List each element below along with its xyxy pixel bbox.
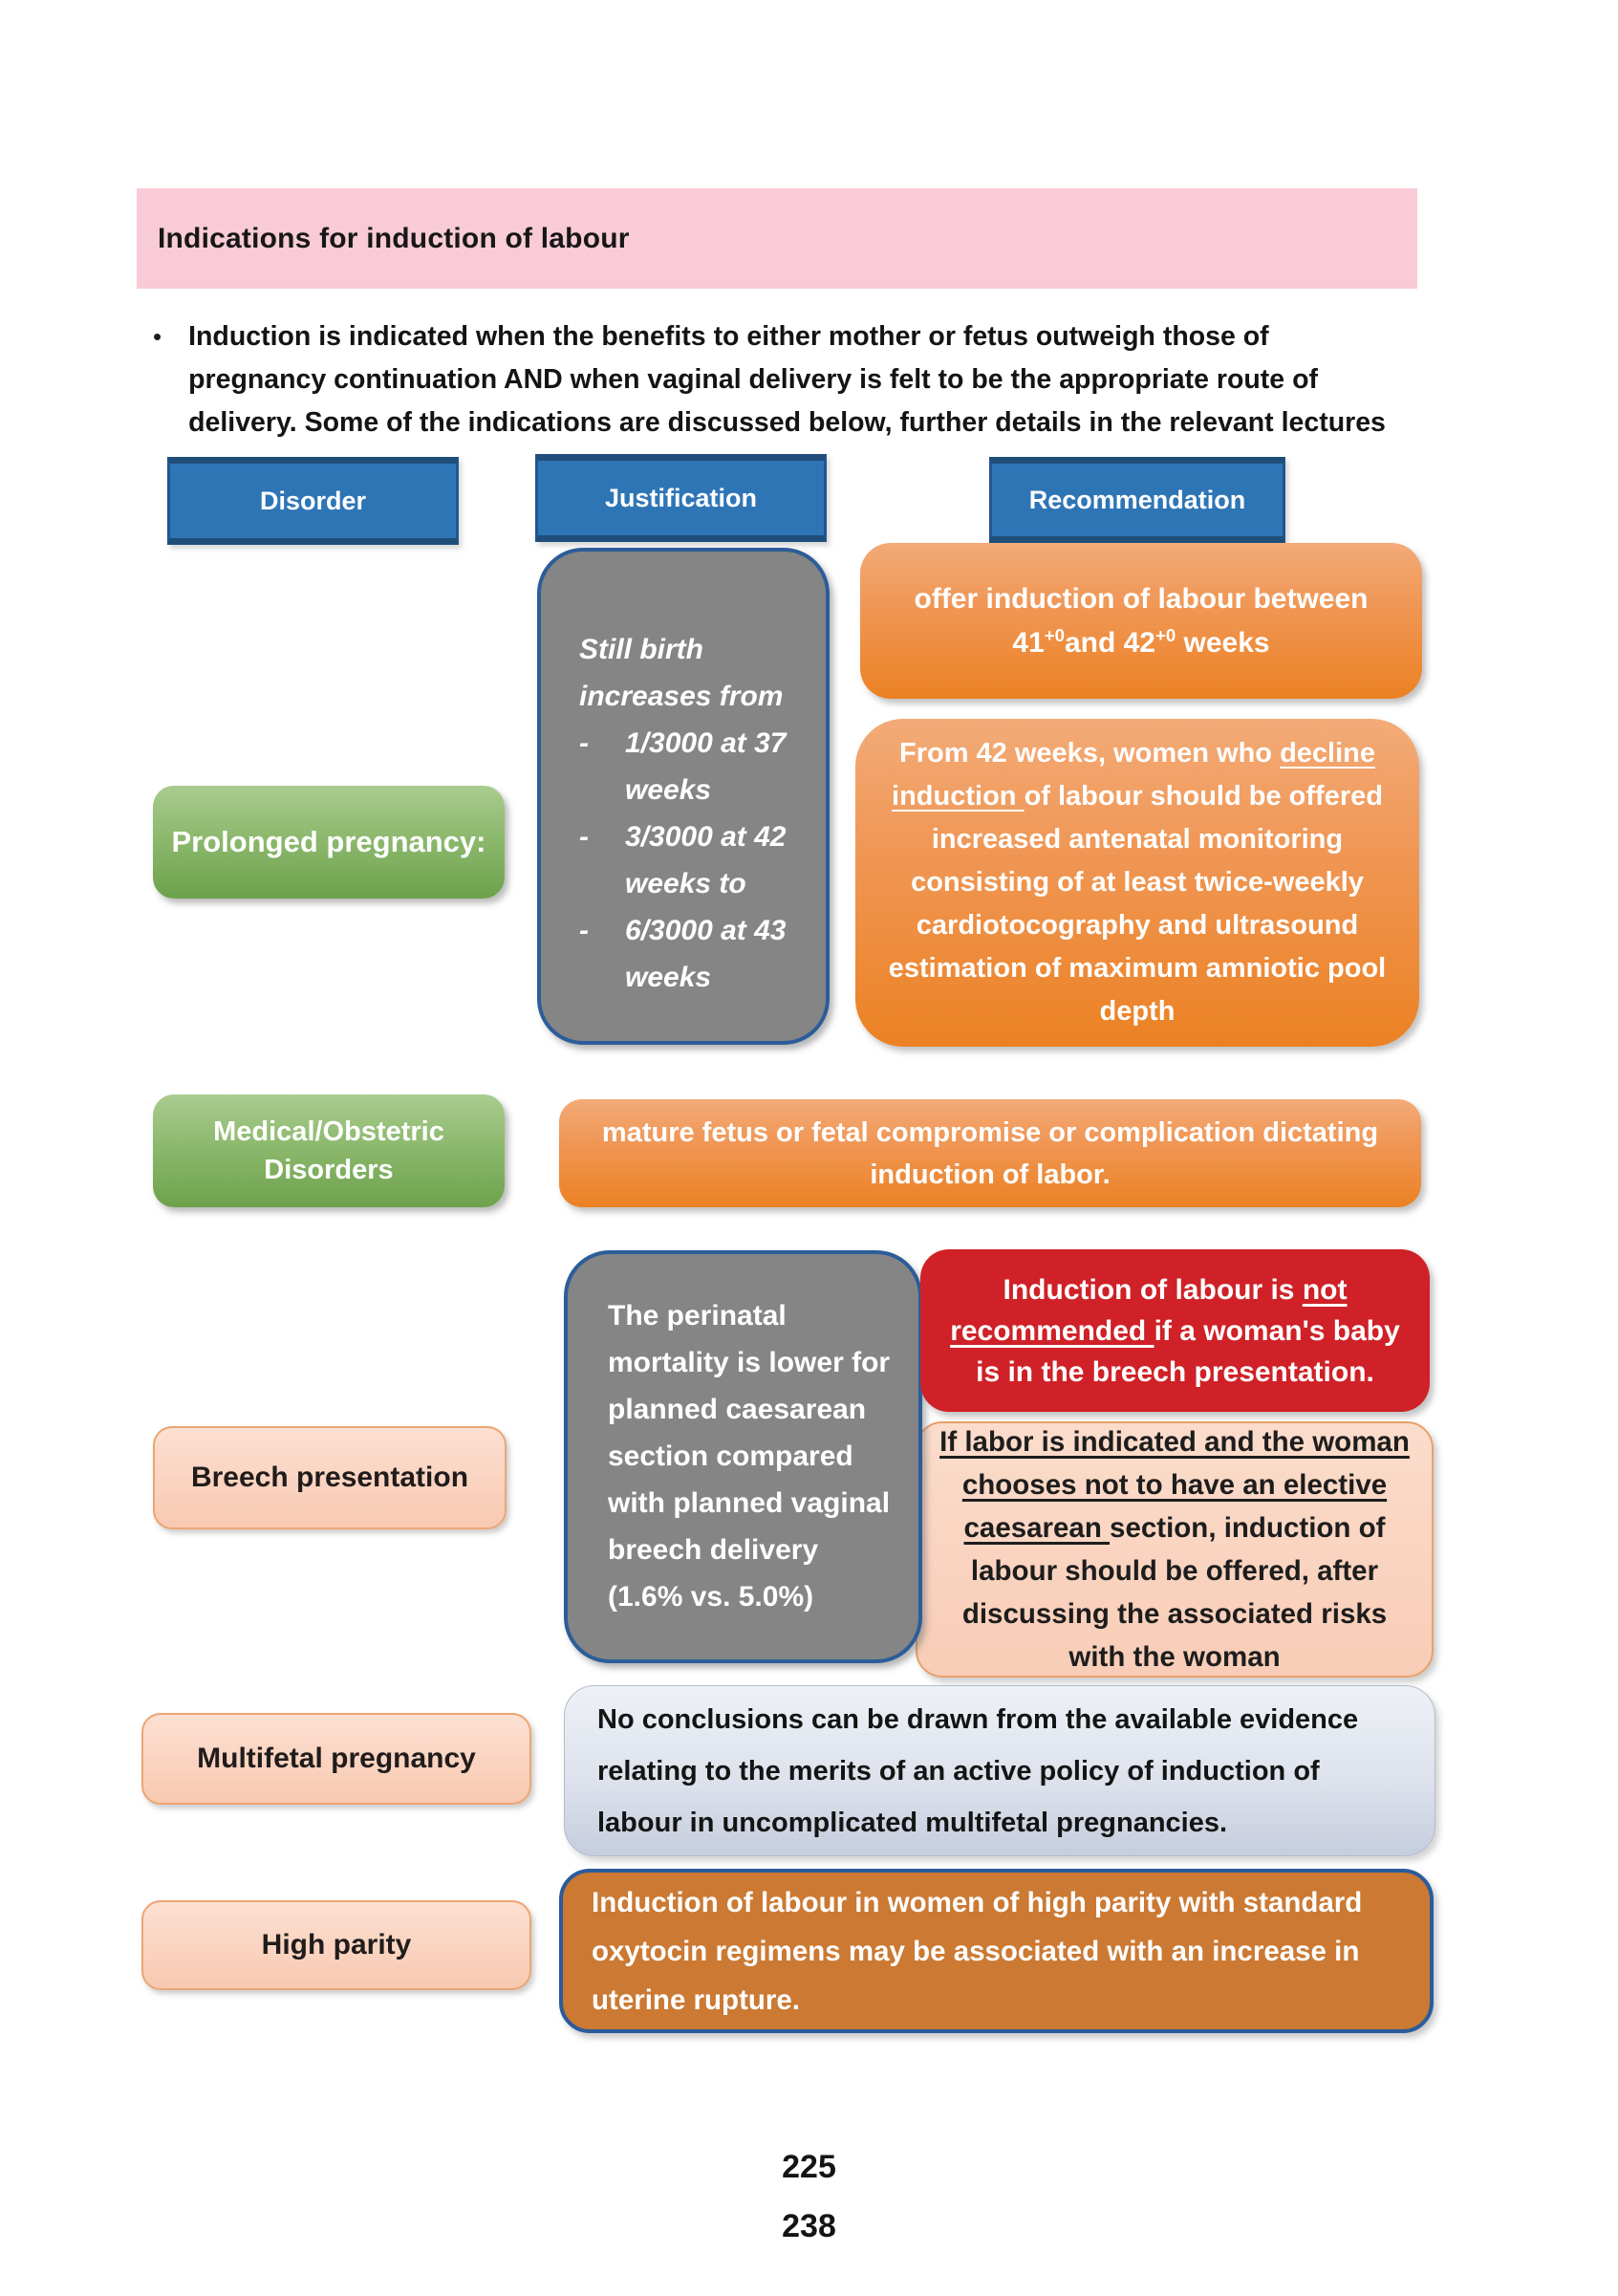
recommendation-monitoring-box [855, 719, 1419, 1047]
recommendation-offer-induction-box [860, 543, 1422, 699]
column-header-recommendation [989, 457, 1285, 543]
disorder-medical-obstetric [153, 1094, 505, 1207]
page-number-primary: 225 [782, 2149, 836, 2185]
recommendation-not-recommended-box [920, 1249, 1430, 1412]
page-title: Indications for induction of labour [158, 222, 630, 254]
column-header-disorder [167, 457, 459, 545]
high-parity-text: Induction of labour in women of high parity with standard oxytocin regimens may be associated with an increase in uterine rupture. [592, 1886, 1363, 2016]
disorder-multifetal-pregnancy [141, 1713, 531, 1805]
disorder-prolonged-pregnancy [153, 786, 505, 899]
monitoring-text: From 42 weeks, women who decline induction of labour should be offered increased antenatal monitoring consisting of at least twice-weekly cardiotocography and ultrasound estimation of maximum amniotic pool depth [888, 738, 1387, 1027]
disorder-prolonged-label: Prolonged pregnancy: [171, 825, 486, 858]
intro-paragraph [153, 315, 1405, 444]
offer-induction-line2: $41^{+0}and$ $42^{+0}$ weeks [1012, 624, 1270, 659]
underlined-not-recommended: not recommended [950, 1273, 1348, 1347]
offer-induction-line1: offer induction of labour between [914, 582, 1369, 615]
disorder-high-parity [141, 1900, 531, 1990]
underlined-decline-induction: decline induction [892, 738, 1375, 812]
justification-stillbirth-box [537, 548, 830, 1045]
column-header-disorder-label: Disorder [259, 486, 367, 515]
disorder-high-parity-label: High parity [261, 1929, 412, 1960]
recommendation-high-parity-box [559, 1869, 1434, 2033]
not-recommended-text: Induction of labour is not recommended if a woman's baby is in the breech presentation. [950, 1273, 1400, 1388]
disorder-breech-label: Breech presentation [190, 1462, 469, 1493]
stillbirth-item: - 6/3000 at 43 weeks [579, 907, 805, 1001]
stillbirth-intro: Still birth increases from [579, 634, 784, 712]
recommendation-multifetal-box [564, 1685, 1435, 1856]
justification-perinatal-box [564, 1250, 922, 1663]
intro-text: Induction is indicated when the benefits to either mother or fetus outweigh those of pregnancy continuation AND when vaginal delivery is felt to be the appropriate route of delivery. Some of the indications are discussed below, further details in the relevant lectures [188, 321, 1386, 438]
if-labor-text: If labor is indicated and the woman chooses not to have an elective caesarean section, induction of labour should be offered, after discussing the associated risks with the woman [939, 1426, 1410, 1673]
disorder-medical-label: Medical/Obstetric Disorders [213, 1116, 444, 1185]
underlined-if-labor: If labor is indicated and the woman chooses not to have an elective caesarean [939, 1426, 1410, 1544]
column-header-justification [535, 454, 827, 542]
column-header-justification-label: Justification [604, 483, 758, 512]
stillbirth-item: - 1/3000 at 37 weeks [579, 720, 805, 813]
disorder-multifetal-label: Multifetal pregnancy [197, 1743, 476, 1774]
page-number-secondary: 238 [782, 2208, 836, 2244]
multifetal-text: No conclusions can be drawn from the available evidence relating to the merits of an active policy of induction of labour in uncomplicated multifetal pregnancies. [597, 1703, 1359, 1838]
mature-fetus-text: mature fetus or fetal compromise or complication dictating induction of labor. [601, 1116, 1379, 1190]
bullet-glyph: • [153, 322, 162, 351]
title-banner [137, 188, 1417, 289]
recommendation-mature-fetus-box [559, 1099, 1421, 1207]
disorder-breech-presentation [153, 1426, 507, 1529]
stillbirth-item: - 3/3000 at 42 weeks to [579, 813, 805, 907]
perinatal-text: The perinatal mortality is lower for planned caesarean section compared with planned vaginal breech delivery (1.6% vs. 5.0%) [608, 1300, 891, 1613]
recommendation-if-labor-box [916, 1421, 1434, 1678]
column-header-recommendation-label: Recommendation [1028, 485, 1246, 514]
